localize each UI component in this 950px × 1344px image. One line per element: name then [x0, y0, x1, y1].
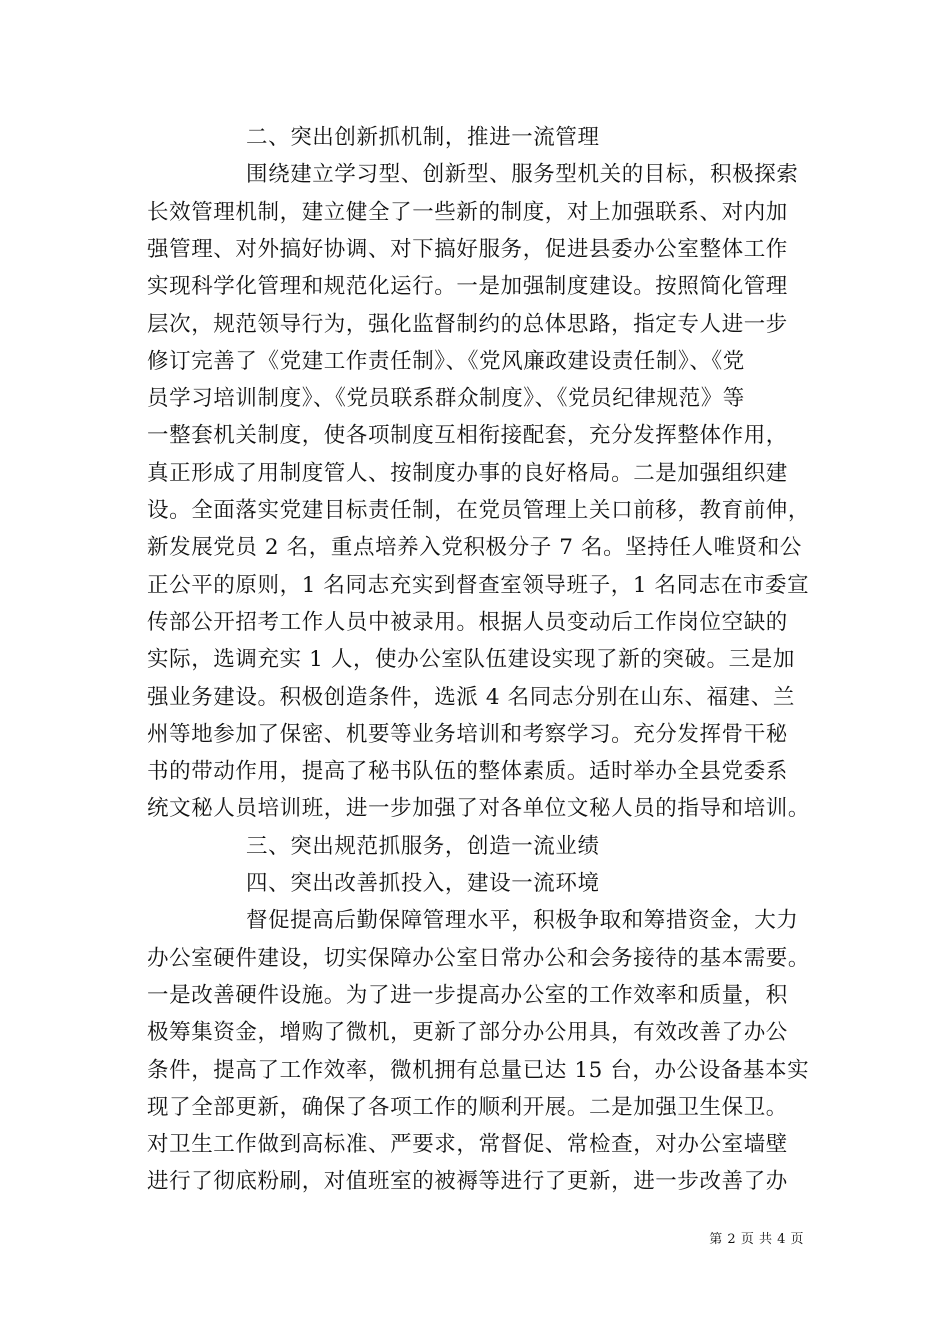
text-line: 极筹集资金，增购了微机，更新了部分办公用具，有效改善了办公	[147, 1020, 788, 1046]
text-line: 条件，提高了工作效率，微机拥有总量已达 15 台，办公设备基本实	[147, 1057, 810, 1083]
text-line: 长效管理机制，建立健全了一些新的制度，对上加强联系、对内加	[147, 199, 788, 225]
text-line: 层次，规范领导行为，强化监督制约的总体思路，指定专人进一步	[147, 311, 788, 337]
text-line: 一是改善硬件设施。为了进一步提高办公室的工作效率和质量，积	[147, 982, 788, 1008]
text-line: 办公室硬件建设，切实保障办公室日常办公和会务接待的基本需要。	[147, 945, 811, 971]
text-line: 二、突出创新抓机制，推进一流管理	[246, 125, 600, 150]
text-line: 实现科学化管理和规范化运行。一是加强制度建设。按照简化管理	[147, 274, 788, 300]
text-line: 现了全部更新，确保了各项工作的顺利开展。二是加强卫生保卫。	[147, 1094, 788, 1120]
text-line: 强业务建设。积极创造条件，选派 4 名同志分别在山东、福建、兰	[147, 684, 795, 710]
text-line: 四、突出改善抓投入，建设一流环境	[246, 871, 600, 896]
text-line: 一整套机关制度，使各项制度互相衔接配套，充分发挥整体作用，	[147, 423, 788, 449]
page-number-footer: 第 2 页 共 4 页	[709, 1232, 804, 1247]
text-line: 强管理、对外搞好协调、对下搞好服务，促进县委办公室整体工作	[147, 236, 788, 262]
text-line: 围绕建立学习型、创新型、服务型机关的目标，积极探索	[246, 162, 799, 188]
text-line: 三、突出规范抓服务，创造一流业绩	[246, 833, 600, 859]
text-line: 新发展党员 2 名，重点培养入党积极分子 7 名。坚持任人唯贤和公	[147, 535, 802, 561]
text-line: 州等地参加了保密、机要等业务培训和考察学习。充分发挥骨干秘	[147, 721, 788, 747]
text-line: 设。全面落实党建目标责任制，在党员管理上关口前移，教育前伸，	[147, 498, 811, 523]
text-line: 修订完善了《党建工作责任制》、《党风廉政建设责任制》、《党	[147, 348, 745, 374]
text-line: 实际，选调充实 1 人，使办公室队伍建设实现了新的突破。三是加	[147, 647, 795, 673]
text-line: 对卫生工作做到高标准、严要求，常督促、常检查，对办公室墙壁	[147, 1132, 788, 1158]
text-line: 真正形成了用制度管人、按制度办事的良好格局。二是加强组织建	[147, 460, 788, 486]
text-line: 进行了彻底粉刷，对值班室的被褥等进行了更新，进一步改善了办	[147, 1169, 788, 1195]
text-line: 统文秘人员培训班，进一步加强了对各单位文秘人员的指导和培训。	[147, 796, 811, 822]
text-line: 督促提高后勤保障管理水平，积极争取和筹措资金，大力	[246, 908, 799, 934]
text-line: 传部公开招考工作人员中被录用。根据人员变动后工作岗位空缺的	[147, 609, 788, 635]
text-line: 书的带动作用，提高了秘书队伍的整体素质。适时举办全县党委系	[147, 759, 788, 785]
text-line: 员学习培训制度》、《党员联系群众制度》、《党员纪律规范》等	[147, 386, 745, 412]
text-line: 正公平的原则，1 名同志充实到督查室领导班子，1 名同志在市委宣	[147, 572, 810, 598]
